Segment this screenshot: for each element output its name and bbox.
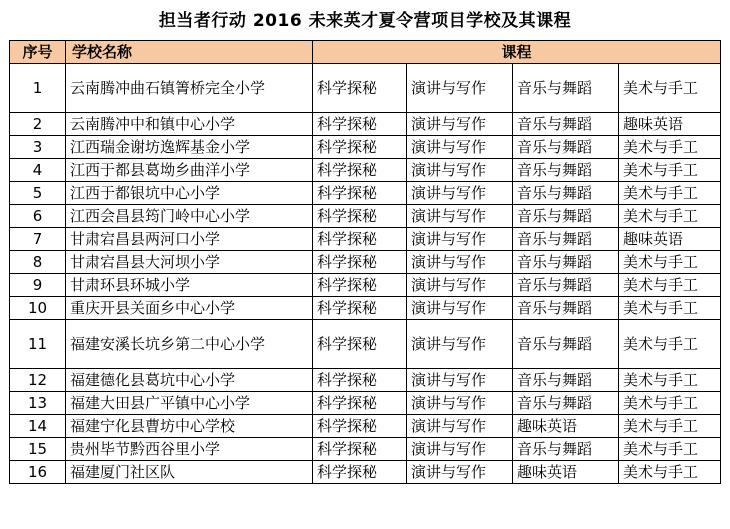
course-3: 音乐与舞蹈 [513, 251, 619, 274]
course-4: 趣味英语 [619, 113, 721, 136]
course-3: 音乐与舞蹈 [513, 392, 619, 415]
course-3: 音乐与舞蹈 [513, 297, 619, 320]
course-2: 演讲与写作 [407, 438, 513, 461]
course-1: 科学探秘 [313, 205, 407, 228]
course-3: 音乐与舞蹈 [513, 438, 619, 461]
table-row [10, 461, 721, 484]
table-row [10, 320, 721, 369]
table-row [10, 438, 721, 461]
course-1: 科学探秘 [313, 182, 407, 205]
course-3: 音乐与舞蹈 [513, 369, 619, 392]
schools-table [9, 40, 721, 484]
table-row [10, 297, 721, 320]
school-name: 福建安溪长坑乡第二中心小学 [66, 320, 313, 369]
course-1: 科学探秘 [313, 64, 407, 113]
row-number: 10 [10, 297, 66, 320]
row-number: 5 [10, 182, 66, 205]
table-row [10, 64, 721, 113]
course-3: 音乐与舞蹈 [513, 159, 619, 182]
course-3: 音乐与舞蹈 [513, 64, 619, 113]
table-row [10, 159, 721, 182]
course-4: 趣味英语 [619, 228, 721, 251]
course-4: 美术与手工 [619, 461, 721, 484]
course-4: 美术与手工 [619, 415, 721, 438]
table-row [10, 182, 721, 205]
course-1: 科学探秘 [313, 274, 407, 297]
course-3: 音乐与舞蹈 [513, 113, 619, 136]
course-4: 美术与手工 [619, 438, 721, 461]
school-name: 云南腾冲中和镇中心小学 [66, 113, 313, 136]
course-4: 美术与手工 [619, 182, 721, 205]
school-name: 江西瑞金谢坊逸辉基金小学 [66, 136, 313, 159]
course-4: 美术与手工 [619, 392, 721, 415]
table-row [10, 392, 721, 415]
course-4: 美术与手工 [619, 369, 721, 392]
page-title: 担当者行动 2016 未来英才夏令营项目学校及其课程 [158, 11, 572, 31]
course-3: 音乐与舞蹈 [513, 228, 619, 251]
course-1: 科学探秘 [313, 228, 407, 251]
table-header-row [10, 41, 721, 64]
course-2: 演讲与写作 [407, 205, 513, 228]
course-1: 科学探秘 [313, 392, 407, 415]
table-row [10, 274, 721, 297]
school-name: 甘肃环县环城小学 [66, 274, 313, 297]
school-name: 江西于都银坑中心小学 [66, 182, 313, 205]
row-number: 7 [10, 228, 66, 251]
course-2: 演讲与写作 [407, 64, 513, 113]
row-number: 11 [10, 320, 66, 369]
course-4: 美术与手工 [619, 64, 721, 113]
course-4: 美术与手工 [619, 251, 721, 274]
table-row [10, 251, 721, 274]
course-4: 美术与手工 [619, 205, 721, 228]
course-2: 演讲与写作 [407, 297, 513, 320]
course-2: 演讲与写作 [407, 274, 513, 297]
header-courses: 课程 [313, 41, 721, 64]
course-2: 演讲与写作 [407, 159, 513, 182]
course-3: 音乐与舞蹈 [513, 182, 619, 205]
school-name: 甘肃宕昌县两河口小学 [66, 228, 313, 251]
table-row [10, 205, 721, 228]
course-3: 音乐与舞蹈 [513, 136, 619, 159]
header-school: 学校名称 [66, 41, 313, 64]
course-2: 演讲与写作 [407, 392, 513, 415]
row-number: 13 [10, 392, 66, 415]
course-4: 美术与手工 [619, 159, 721, 182]
table-row [10, 113, 721, 136]
school-name: 福建大田县广平镇中心小学 [66, 392, 313, 415]
course-1: 科学探秘 [313, 438, 407, 461]
school-name: 重庆开县关面乡中心小学 [66, 297, 313, 320]
school-name: 福建宁化县曹坊中心学校 [66, 415, 313, 438]
course-1: 科学探秘 [313, 461, 407, 484]
course-4: 美术与手工 [619, 320, 721, 369]
row-number: 9 [10, 274, 66, 297]
row-number: 3 [10, 136, 66, 159]
course-2: 演讲与写作 [407, 136, 513, 159]
row-number: 8 [10, 251, 66, 274]
course-2: 演讲与写作 [407, 461, 513, 484]
row-number: 15 [10, 438, 66, 461]
row-number: 2 [10, 113, 66, 136]
course-2: 演讲与写作 [407, 228, 513, 251]
course-2: 演讲与写作 [407, 251, 513, 274]
course-3: 趣味英语 [513, 461, 619, 484]
course-3: 音乐与舞蹈 [513, 205, 619, 228]
course-1: 科学探秘 [313, 159, 407, 182]
course-4: 美术与手工 [619, 136, 721, 159]
row-number: 14 [10, 415, 66, 438]
course-2: 演讲与写作 [407, 369, 513, 392]
row-number: 16 [10, 461, 66, 484]
course-2: 演讲与写作 [407, 182, 513, 205]
row-number: 12 [10, 369, 66, 392]
course-2: 演讲与写作 [407, 320, 513, 369]
course-1: 科学探秘 [313, 297, 407, 320]
course-2: 演讲与写作 [407, 113, 513, 136]
school-name: 江西会昌县筠门岭中心小学 [66, 205, 313, 228]
school-name: 福建德化县葛坑中心小学 [66, 369, 313, 392]
table-row [10, 228, 721, 251]
row-number: 6 [10, 205, 66, 228]
course-1: 科学探秘 [313, 369, 407, 392]
school-name: 甘肃宕昌县大河坝小学 [66, 251, 313, 274]
course-1: 科学探秘 [313, 415, 407, 438]
course-4: 美术与手工 [619, 274, 721, 297]
course-3: 音乐与舞蹈 [513, 274, 619, 297]
school-name: 贵州毕节黔西谷里小学 [66, 438, 313, 461]
course-3: 音乐与舞蹈 [513, 320, 619, 369]
table-row [10, 369, 721, 392]
course-1: 科学探秘 [313, 136, 407, 159]
course-1: 科学探秘 [313, 251, 407, 274]
row-number: 1 [10, 64, 66, 113]
table-row [10, 136, 721, 159]
table-row [10, 415, 721, 438]
school-name: 云南腾冲曲石镇箐桥完全小学 [66, 64, 313, 113]
course-3: 趣味英语 [513, 415, 619, 438]
course-2: 演讲与写作 [407, 415, 513, 438]
header-index: 序号 [10, 41, 66, 64]
course-1: 科学探秘 [313, 320, 407, 369]
school-name: 福建厦门社区队 [66, 461, 313, 484]
course-4: 美术与手工 [619, 297, 721, 320]
school-name: 江西于都县葛坳乡曲洋小学 [66, 159, 313, 182]
row-number: 4 [10, 159, 66, 182]
course-1: 科学探秘 [313, 113, 407, 136]
